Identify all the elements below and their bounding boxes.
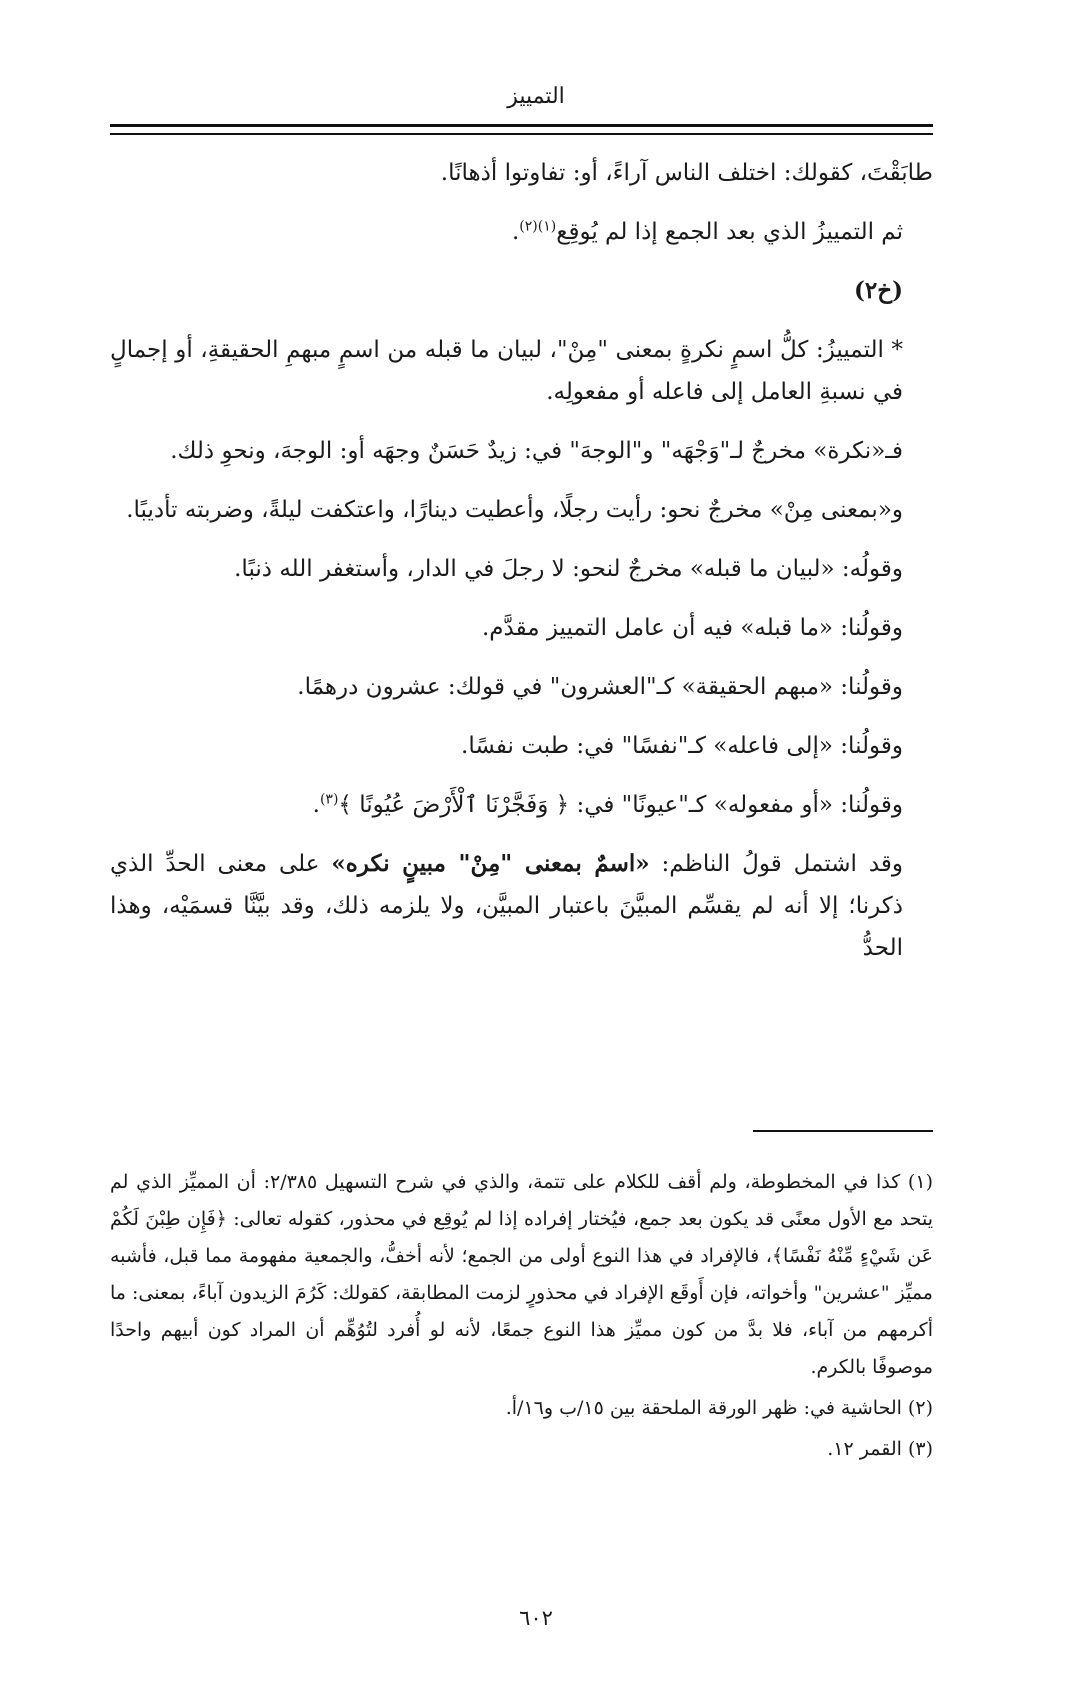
footnote-2: (٢) الحاشية في: ظهر الورقة الملحقة بين ١٥/ب و١٦/أ. bbox=[505, 1397, 933, 1419]
quote-line-5 bbox=[110, 784, 933, 826]
paragraph-6 bbox=[110, 843, 933, 969]
paragraph-2-end: . bbox=[511, 219, 520, 245]
paragraph-2 bbox=[110, 211, 933, 253]
header-rule-thin bbox=[110, 133, 933, 135]
section-heading: (خ٢) bbox=[854, 277, 903, 304]
paragraph-6-start: وقد اشتمل قولُ الناظم: bbox=[649, 851, 903, 877]
footnote-1: (١) كذا في المخطوطة، ولم أقف للكلام على تتمة، والذي في شرح التسهيل ٢/٣٨٥: أن المميِّز الذي لم يتحد مع الأول معنًى قد يكون بعد جمع، فيُختار إفراده إذا لم يُوقِع في محذور، كقوله تعالى: ﴿فَإِن طِبْنَ لَكُمْ عَن شَيْءٍ مِّنْهُ نَفْسًا﴾، فالإفراد في هذا النوع أولى من الجمع؛ لأنه أخفُّ، والجمعية مفهومة مما قبل، فأشبه مميِّز "عشرين" وأخواته، فإن أَوقَع الإفراد في محذورٍ لزمت المطابقة، كقولك: كَرُمَ الزيدون آباءً، بمعنى: ما أكرمهم من آباء، فلا بدَّ من كون مميِّز هذا النوع جمعًا، لأنه لو أُفرد لتُوُهِّم أن المراد كون أبيهم واحدًا موصوفًا بالكرم. bbox=[110, 1171, 933, 1378]
header-rule-thick bbox=[110, 124, 933, 127]
quote-line-1: وقولُه: «لبيان ما قبله» مخرجٌ لنحو: لا رجلَ في الدار، وأستغفر الله ذنبًا. bbox=[234, 556, 903, 582]
paragraph-1: طابَقْتَ، كقولك: اختلف الناس آراءً، أو: تفاوتوا أذهانًا. bbox=[440, 160, 933, 186]
footnote-separator bbox=[753, 1130, 933, 1132]
footnote-3: (٣) القمر ١٢. bbox=[827, 1438, 933, 1460]
page-number: ٦٠٢ bbox=[519, 1606, 553, 1630]
quote-line-5-end: . bbox=[312, 792, 320, 818]
quote-line-3: وقولُنا: «مبهم الحقيقة» كـ"العشرون" في قولك: عشرون درهمًا. bbox=[297, 674, 903, 700]
footnote-ref-3: (٣) bbox=[319, 791, 339, 808]
paragraph-6-end: على معنى الحدِّ الذي ذكرنا؛ إلا أنه لم يقسِّم المبيَّنَ باعتبار المبيَّن، ولا يلزمه ذلك، وقد بيَّنَّا قسمَيْه، وهذا الحدُّ bbox=[110, 851, 903, 961]
paragraph-2-text: ثم التمييزُ الذي بعد الجمع إذا لم يُوقِع bbox=[556, 219, 903, 245]
quote-line-4: وقولُنا: «إلى فاعله» كـ"نفسًا" في: طبت نفسًا. bbox=[461, 733, 903, 759]
main-text bbox=[110, 152, 933, 986]
footnotes bbox=[110, 1164, 933, 1472]
footnote-ref-1-2: (١)(٢) bbox=[519, 218, 557, 235]
running-header: التمييز bbox=[507, 84, 565, 109]
paragraph-3: * التمييزُ: كلُّ اسمٍ نكرةٍ بمعنى "مِنْ"، لبيان ما قبله من اسمٍ مبهمِ الحقيقةِ، أو إجمالٍ في نسبةِ العامل إلى فاعله أو مفعولِه. bbox=[110, 337, 903, 405]
paragraph-4: فـ«نكرة» مخرجٌ لـ"وَجْهَه" و"الوجهَ" في: زيدٌ حَسَنٌ وجهَه أو: الوجهَ، ونحوِ ذلك. bbox=[170, 438, 903, 464]
paragraph-5: و«بمعنى مِنْ» مخرجٌ نحو: رأيت رجلًا، وأعطيت دينارًا، واعتكفت ليلةً، وضربته تأديبًا. bbox=[126, 497, 903, 523]
quote-line-5-text: وقولُنا: «أو مفعوله» كـ"عيونًا" في: ﴿ وَفَجَّرْنَا ٱلْأَرْضَ عُيُونًا ﴾ bbox=[338, 792, 903, 818]
paragraph-6-bold: «اسمٌ بمعنى "مِنْ" مبينٍ نكره» bbox=[331, 850, 650, 877]
quote-line-2: وقولُنا: «ما قبله» فيه أن عامل التمييز مقدَّم. bbox=[481, 615, 903, 641]
